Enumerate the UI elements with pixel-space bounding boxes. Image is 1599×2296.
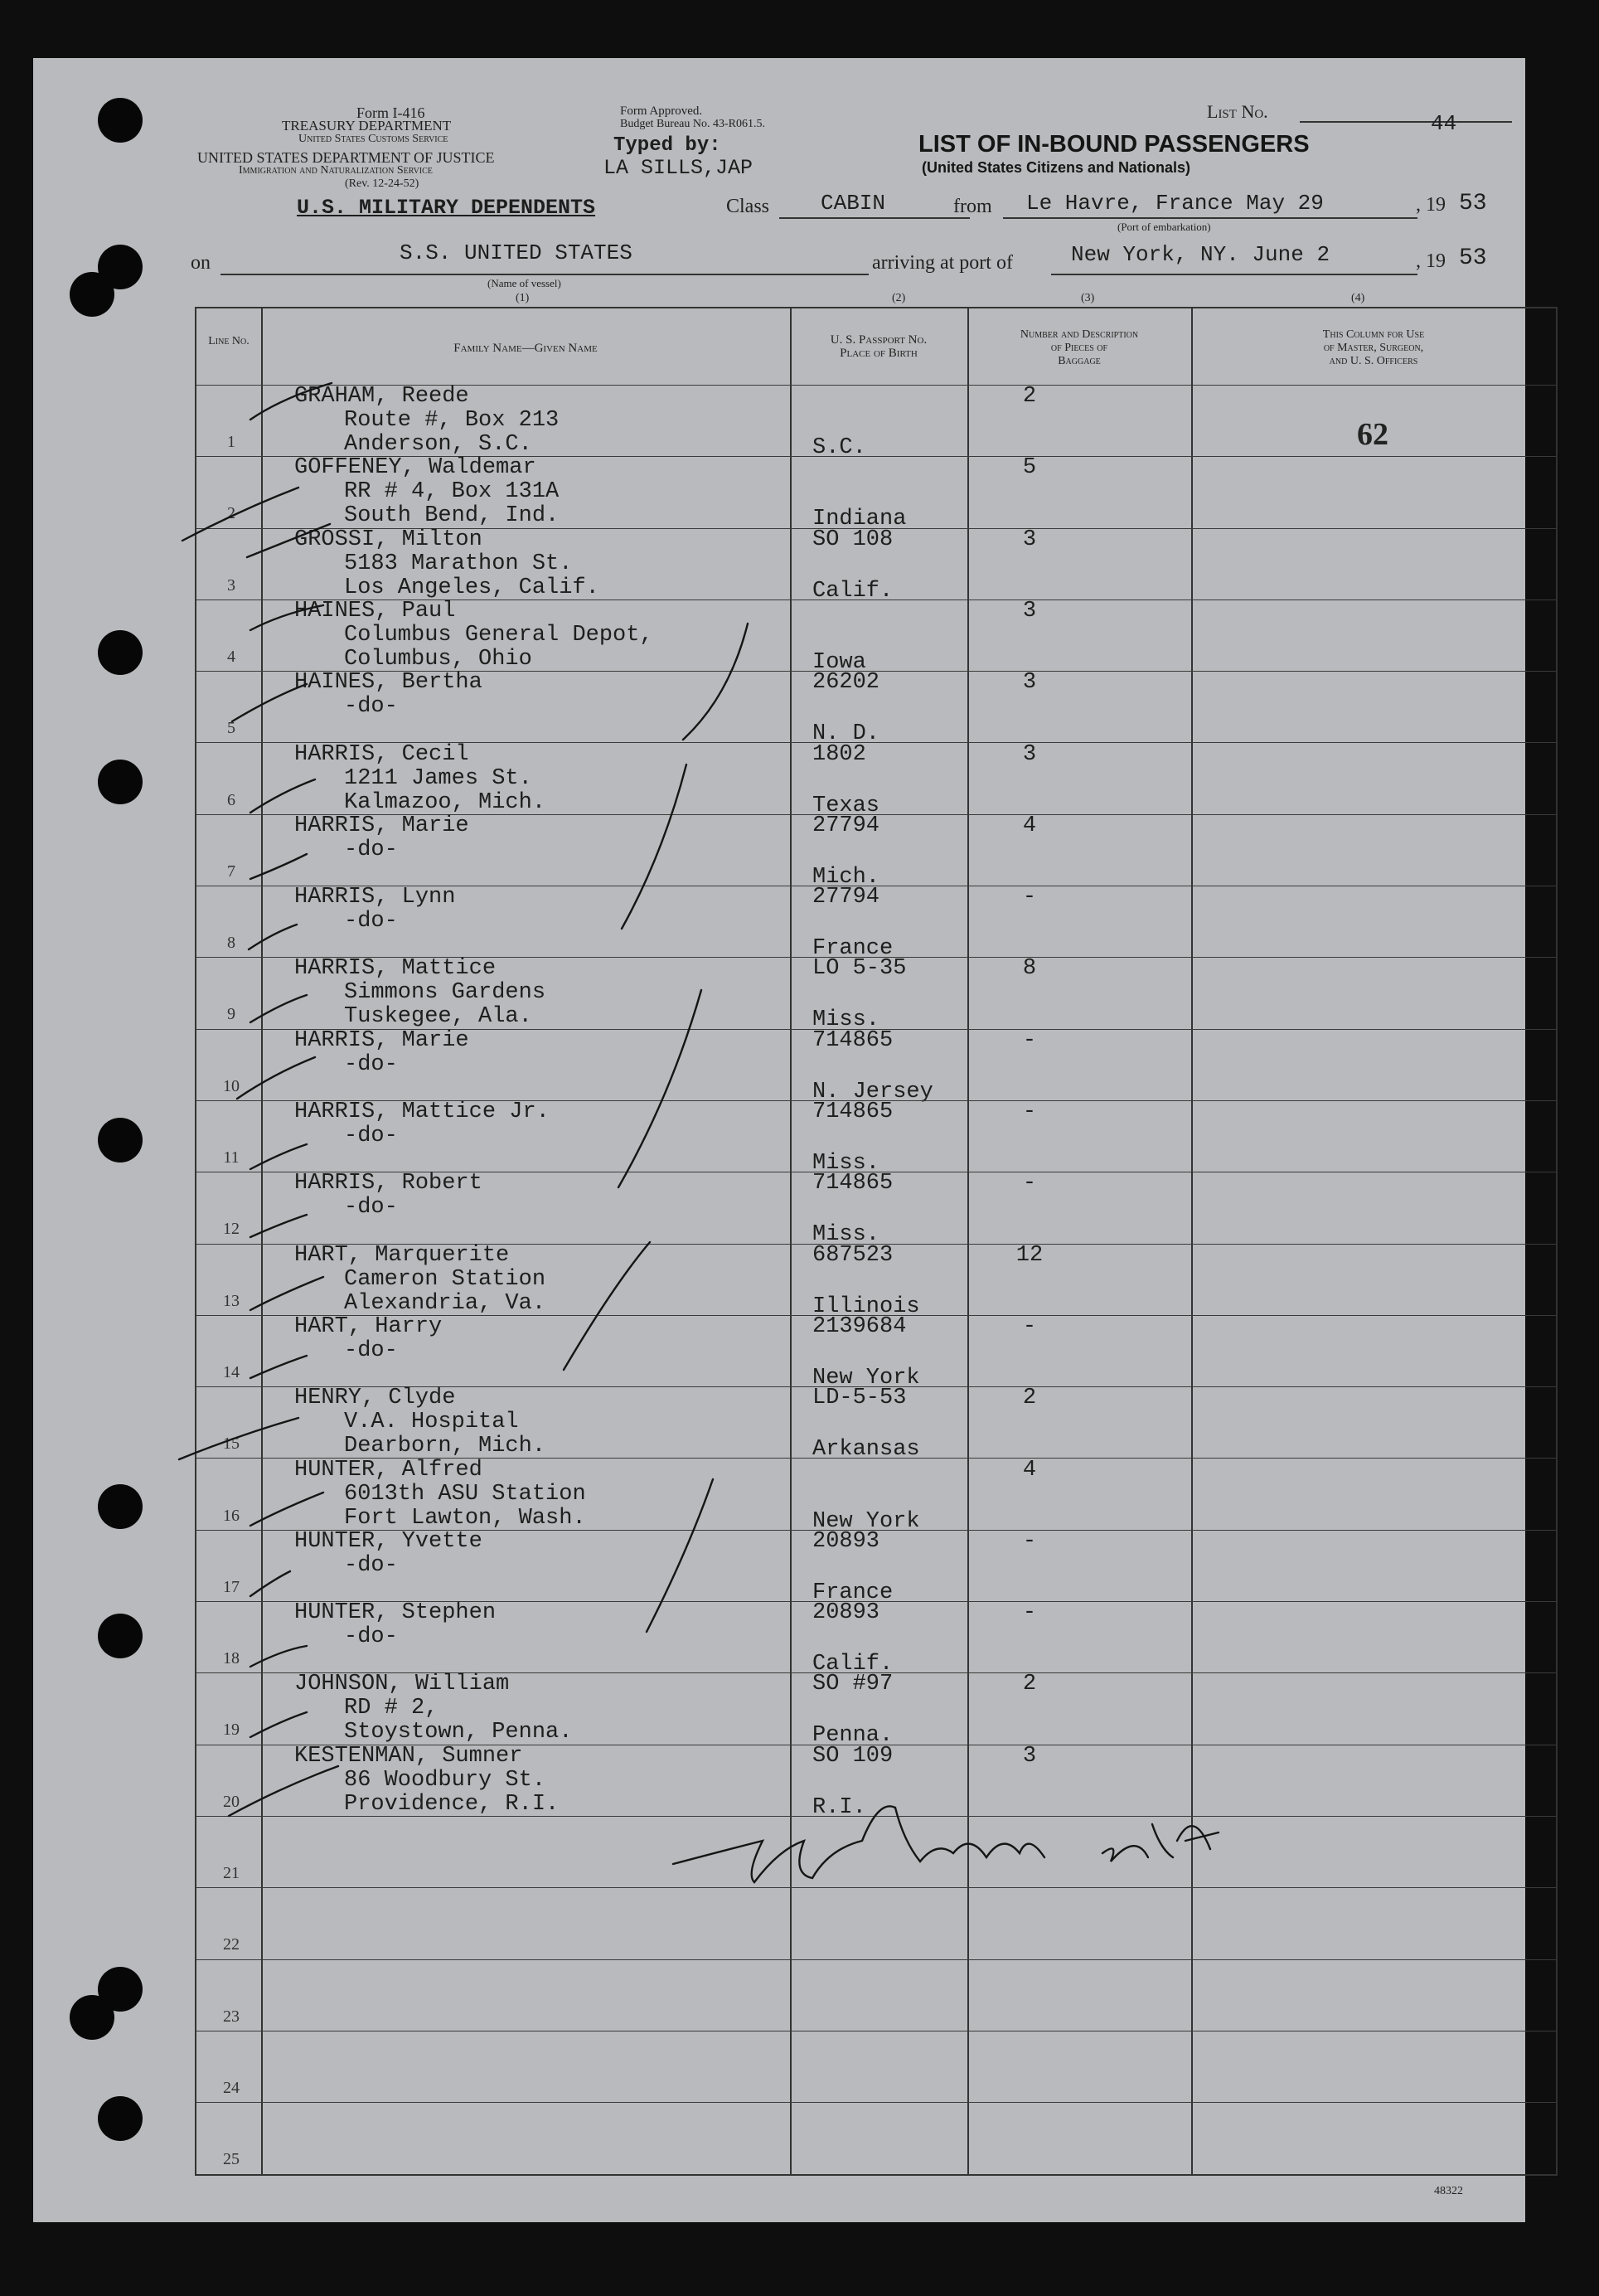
- binder-hole: [98, 760, 143, 804]
- baggage-count: 8: [1022, 956, 1037, 982]
- baggage-count: -: [1022, 885, 1037, 910]
- line-number: 4: [227, 647, 235, 666]
- address-line-1: 86 Woodbury St.: [344, 1767, 546, 1793]
- binder-hole: [98, 630, 143, 675]
- list-no-value: 44: [1431, 111, 1457, 136]
- line-number: 22: [223, 1935, 240, 1954]
- header-line-no: Line No.: [208, 335, 250, 347]
- footer-code: 48322: [1434, 2185, 1463, 2197]
- line-number: 19: [223, 1721, 240, 1740]
- address-line-2: Dearborn, Mich.: [344, 1434, 546, 1459]
- place-of-birth: S.C.: [812, 435, 866, 460]
- passport-number: 20893: [812, 1600, 880, 1626]
- line-number: 20: [223, 1792, 240, 1811]
- line-number: 7: [227, 862, 235, 881]
- passenger-name: HUNTER, Yvette: [294, 1528, 482, 1554]
- address-line-1: -do-: [344, 1624, 398, 1650]
- address-line-1: Columbus General Depot,: [344, 622, 653, 648]
- typed-by-value: LA SILLS,JAP: [603, 156, 753, 180]
- place-of-birth: Miss.: [812, 1007, 880, 1033]
- address-line-1: 1211 James St.: [344, 765, 532, 791]
- place-of-birth: Miss.: [812, 1151, 880, 1176]
- col-num-1: (1): [516, 292, 530, 304]
- passport-number: 1802: [812, 741, 866, 767]
- binder-hole: [98, 1614, 143, 1658]
- from-year: 53: [1459, 191, 1487, 216]
- passenger-name: HARRIS, Cecil: [294, 741, 469, 767]
- place-of-birth: New York: [812, 1508, 920, 1534]
- passport-number: 27794: [812, 813, 880, 838]
- passenger-name: HARRIS, Mattice: [294, 956, 497, 982]
- address-line-1: Route #, Box 213: [344, 408, 560, 433]
- address-line-1: Cameron Station: [344, 1266, 546, 1292]
- address-line-1: -do-: [344, 837, 398, 862]
- passenger-name: JOHNSON, William: [294, 1672, 510, 1697]
- customs-label: United States Customs Service: [298, 133, 448, 145]
- vessel-name: S.S. UNITED STATES: [400, 240, 632, 265]
- line-number: 25: [223, 2150, 240, 2169]
- address-line-2: Providence, R.I.: [344, 1791, 560, 1817]
- table-row: [196, 1816, 1556, 1887]
- table-row: [196, 2102, 1556, 2173]
- typed-by-label: Typed by:: [613, 134, 721, 157]
- line-number: 12: [223, 1220, 240, 1239]
- address-line-1: Simmons Gardens: [344, 980, 546, 1006]
- table-row: [196, 2031, 1556, 2102]
- on-label: on: [191, 252, 211, 274]
- line-number: 16: [223, 1506, 240, 1525]
- line-number: 23: [223, 2007, 240, 2026]
- passport-number: SO 109: [812, 1743, 894, 1769]
- passenger-name: HARRIS, Robert: [294, 1171, 482, 1197]
- binder-hole: [98, 1484, 143, 1529]
- table-row: [196, 1099, 1556, 1176]
- baggage-count: 3: [1022, 670, 1037, 696]
- binder-hole: [98, 98, 143, 143]
- baggage-count: 4: [1022, 813, 1037, 838]
- place-of-birth: France: [812, 1580, 894, 1605]
- col-num-2: (2): [892, 292, 906, 304]
- address-line-1: -do-: [344, 694, 398, 720]
- passport-number: 714865: [812, 1099, 894, 1124]
- passenger-name: HUNTER, Alfred: [294, 1457, 482, 1483]
- budget-label: Budget Bureau No. 43-R061.5.: [620, 118, 765, 130]
- baggage-count: 3: [1022, 1743, 1037, 1769]
- table-row: [196, 885, 1556, 962]
- address-line-2: Anderson, S.C.: [344, 432, 532, 457]
- class-value: CABIN: [821, 191, 886, 216]
- arriving-label: arriving at port of: [872, 252, 1013, 274]
- baggage-count: -: [1022, 1600, 1037, 1626]
- binder-hole: [98, 1118, 143, 1163]
- passport-number: 687523: [812, 1242, 894, 1268]
- passenger-name: GROSSI, Milton: [294, 527, 482, 552]
- line-number: 15: [223, 1434, 240, 1454]
- baggage-count: -: [1022, 1171, 1037, 1197]
- baggage-count: 4: [1022, 1457, 1037, 1483]
- table-row: [196, 1386, 1556, 1463]
- line-number: 14: [223, 1362, 240, 1381]
- table-row: [196, 527, 1556, 604]
- approval-label: Form Approved.: [620, 104, 703, 118]
- table-row: [196, 1528, 1556, 1605]
- table-row: [196, 1743, 1556, 1820]
- address-line-1: RD # 2,: [344, 1696, 439, 1721]
- line-number: 18: [223, 1649, 240, 1668]
- address-line-2: Stoystown, Penna.: [344, 1720, 573, 1745]
- table-row: [196, 455, 1556, 532]
- passport-number: 20893: [812, 1528, 880, 1554]
- place-of-birth: Iowa: [812, 649, 866, 675]
- passenger-name: HENRY, Clyde: [294, 1386, 456, 1411]
- line-number: 10: [223, 1076, 240, 1095]
- treasury-label: TREASURY DEPARTMENT: [282, 118, 452, 133]
- line-number: 5: [227, 719, 235, 738]
- baggage-count: 2: [1022, 384, 1037, 409]
- passport-number: SO 108: [812, 527, 894, 552]
- table-row: [196, 1313, 1556, 1391]
- baggage-count: 5: [1022, 455, 1037, 481]
- line-number: 21: [223, 1864, 240, 1882]
- passport-number: 27794: [812, 885, 880, 910]
- address-line-1: -do-: [344, 1337, 398, 1363]
- baggage-count: -: [1022, 1027, 1037, 1053]
- address-line-1: -do-: [344, 1552, 398, 1578]
- table-row: [196, 956, 1556, 1033]
- address-line-2: Fort Lawton, Wash.: [344, 1505, 586, 1531]
- table-row: [196, 1600, 1556, 1677]
- list-no-label: List No.: [1207, 101, 1268, 122]
- col-num-3: (3): [1081, 292, 1095, 304]
- baggage-count: -: [1022, 1528, 1037, 1554]
- embark-note: (Port of embarkation): [1117, 221, 1211, 233]
- vessel-note: (Name of vessel): [487, 277, 561, 289]
- baggage-count: 2: [1022, 1672, 1037, 1697]
- passport-number: 26202: [812, 670, 880, 696]
- header-baggage: Number and Description of Pieces of Baggage: [1020, 328, 1139, 367]
- binder-hole: [70, 1995, 114, 2040]
- passport-number: 714865: [812, 1171, 894, 1197]
- arrival-year-prefix: , 19: [1416, 250, 1446, 272]
- table-row: [196, 1457, 1556, 1534]
- baggage-count: 3: [1022, 598, 1037, 624]
- address-line-1: RR # 4, Box 131A: [344, 479, 560, 505]
- baggage-count: 3: [1022, 741, 1037, 767]
- address-line-1: 5183 Marathon St.: [344, 551, 573, 576]
- passport-number: LD-5-53: [812, 1386, 907, 1411]
- arrival-year: 53: [1459, 245, 1487, 271]
- passport-number: LO 5-35: [812, 956, 907, 982]
- passenger-name: HAINES, Paul: [294, 598, 456, 624]
- line-number: 11: [223, 1148, 240, 1167]
- address-line-2: Columbus, Ohio: [344, 646, 532, 672]
- line-number: 2: [227, 504, 235, 523]
- address-line-1: V.A. Hospital: [344, 1410, 519, 1435]
- immigration-label: Immigration and Naturalization Service: [239, 164, 433, 177]
- from-label: from: [953, 196, 992, 217]
- passenger-name: GOFFENEY, Waldemar: [294, 455, 536, 481]
- from-value: Le Havre, France May 29: [1026, 191, 1324, 216]
- table-row: [196, 1171, 1556, 1248]
- passport-number: 714865: [812, 1027, 894, 1053]
- table-row: [196, 670, 1556, 747]
- header-name: Family Name—Given Name: [453, 342, 598, 355]
- class-label: Class: [726, 196, 770, 217]
- document-page: [33, 58, 1525, 2222]
- passport-number: SO #97: [812, 1672, 894, 1697]
- line-number: 3: [227, 575, 235, 595]
- line-number: 13: [223, 1291, 240, 1310]
- table-row: [196, 1672, 1556, 1749]
- line-number: 17: [223, 1577, 240, 1596]
- binder-hole: [98, 2096, 143, 2141]
- address-line-2: Kalmazoo, Mich.: [344, 789, 546, 815]
- col-num-4: (4): [1351, 292, 1365, 304]
- table-row: [196, 741, 1556, 818]
- passenger-name: HAINES, Bertha: [294, 670, 482, 696]
- place-of-birth: Calif.: [812, 578, 894, 604]
- passenger-name: HARRIS, Mattice Jr.: [294, 1099, 550, 1124]
- passenger-name: HARRIS, Lynn: [294, 885, 456, 910]
- place-of-birth: Mich.: [812, 864, 880, 890]
- revision-label: (Rev. 12-24-52): [345, 177, 419, 190]
- table-row: [196, 1887, 1556, 1959]
- arrival-value: New York, NY. June 2: [1071, 242, 1330, 267]
- place-of-birth: Arkansas: [812, 1437, 920, 1463]
- address-line-2: Los Angeles, Calif.: [344, 575, 599, 600]
- address-line-2: Alexandria, Va.: [344, 1290, 546, 1316]
- table-row: [196, 384, 1556, 460]
- place-of-birth: Texas: [812, 793, 880, 818]
- place-of-birth: R.I.: [812, 1794, 866, 1820]
- table-row: [196, 1242, 1556, 1319]
- table-row: [196, 813, 1556, 890]
- address-line-1: -do-: [344, 909, 398, 934]
- header-passport: U. S. Passport No. Place of Birth: [830, 333, 928, 360]
- line-number: 9: [227, 1005, 235, 1024]
- passenger-name: HART, Marquerite: [294, 1242, 510, 1268]
- place-of-birth: N. Jersey: [812, 1079, 933, 1104]
- line-number: 1: [227, 433, 235, 451]
- binder-hole: [70, 272, 114, 317]
- place-of-birth: France: [812, 936, 894, 962]
- place-of-birth: Penna.: [812, 1723, 894, 1749]
- place-of-birth: Indiana: [812, 507, 907, 532]
- place-of-birth: Illinois: [812, 1294, 920, 1319]
- form-number: Form I-416: [356, 104, 425, 121]
- page-subtitle: (United States Citizens and Nationals): [922, 159, 1191, 176]
- address-line-2: Tuskegee, Ala.: [344, 1004, 532, 1030]
- page-title: LIST OF IN-BOUND PASSENGERS: [918, 131, 1310, 158]
- baggage-count: 12: [1015, 1242, 1044, 1268]
- baggage-count: 3: [1022, 527, 1037, 552]
- baggage-count: -: [1022, 1313, 1037, 1339]
- category: U.S. MILITARY DEPENDENTS: [297, 196, 596, 220]
- passenger-name: GRAHAM, Reede: [294, 384, 469, 409]
- address-line-1: -do-: [344, 1051, 398, 1077]
- line-number: 6: [227, 790, 235, 809]
- passenger-name: HART, Harry: [294, 1313, 443, 1339]
- place-of-birth: Calif.: [812, 1652, 894, 1677]
- line-number: 8: [227, 934, 235, 953]
- address-line-2: South Bend, Ind.: [344, 503, 560, 529]
- address-line-1: 6013th ASU Station: [344, 1481, 586, 1507]
- table-row: [196, 1027, 1556, 1104]
- from-year-prefix: , 19: [1416, 194, 1446, 216]
- passport-number: 2139684: [812, 1313, 907, 1339]
- baggage-count: -: [1022, 1099, 1037, 1124]
- table-row: [196, 598, 1556, 675]
- passenger-table: [195, 307, 1558, 2176]
- address-line-1: -do-: [344, 1124, 398, 1148]
- justice-label: UNITED STATES DEPARTMENT OF JUSTICE: [197, 149, 495, 166]
- header-officers: This Column for Use of Master, Surgeon, and U. S. Officers: [1322, 328, 1425, 367]
- passenger-name: KESTENMAN, Sumner: [294, 1743, 523, 1769]
- address-line-1: -do-: [344, 1195, 398, 1221]
- place-of-birth: Miss.: [812, 1222, 880, 1248]
- passenger-name: HARRIS, Marie: [294, 1027, 469, 1053]
- place-of-birth: N. D.: [812, 721, 880, 747]
- officer-note: 62: [1357, 417, 1388, 452]
- passenger-name: HUNTER, Stephen: [294, 1600, 497, 1626]
- passenger-name: HARRIS, Marie: [294, 813, 469, 838]
- place-of-birth: New York: [812, 1365, 920, 1391]
- baggage-count: 2: [1022, 1386, 1037, 1411]
- line-number: 24: [223, 2078, 240, 2097]
- table-row: [196, 1959, 1556, 2031]
